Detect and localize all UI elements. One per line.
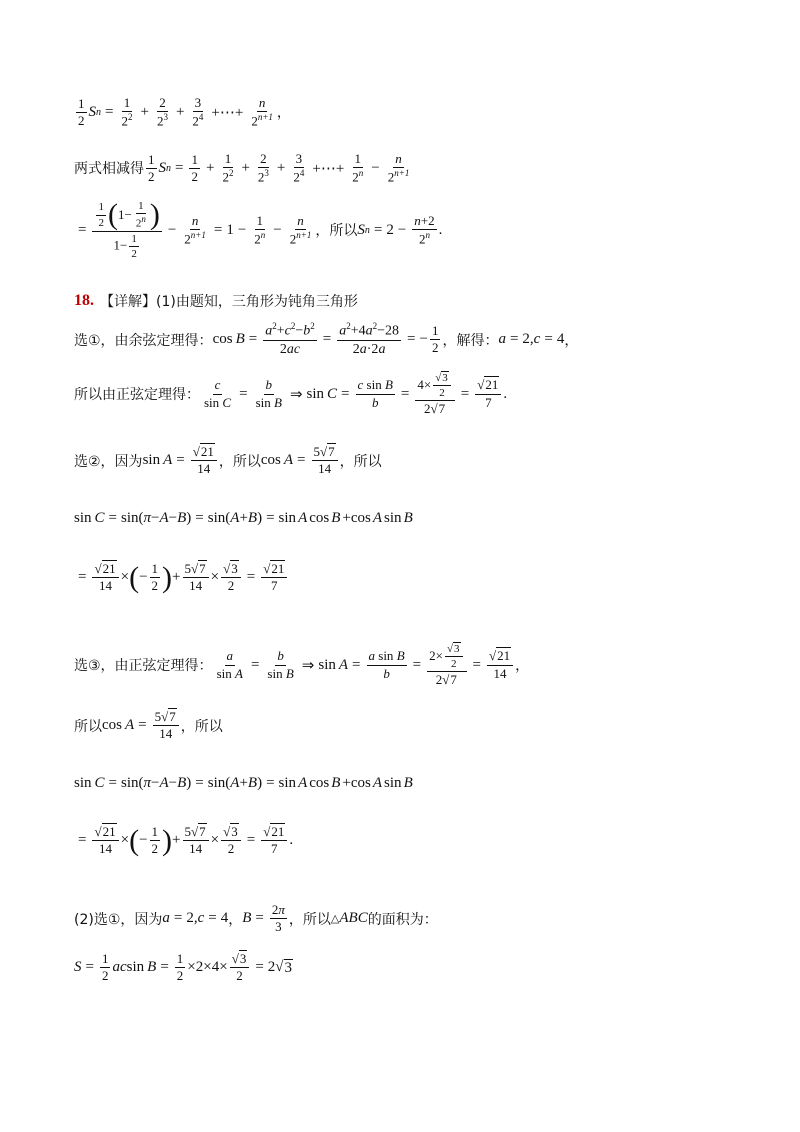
option3-cos: 所以 cos A = $\frac{5√7}{14}$ ，所以 bbox=[74, 709, 223, 742]
equation-half-sn: $\frac{1}{2}$ S n = $\frac{1}{2^2}$ + $\frac{2}{2^3}$ + $\frac{3}{2^4}$ +⋯+ $\frac{n}{2^{n+1}}$ ， bbox=[78, 95, 291, 129]
subtract-label: 两式相减得 bbox=[74, 161, 144, 178]
option1-sine: 所以由正弦定理得： $\frac{c}{\text{sin C}}$ = $\frac{b}{\text{sin B}}$ ⇒ sin C = $\frac{\text{c sin B}}{b}$ = 4× $\frac{√3}{2}$ 2√7 = $\frac{√21}{7}$ . bbox=[74, 372, 508, 417]
option3-sinC: sin C = sin( π − A − B ) = sin( A + B ) = sin A cos B +cos A sin B bbox=[74, 775, 413, 791]
option1-solve: ，解得： bbox=[442, 332, 499, 349]
option1-cosine: 选①，由余弦定理得： cos B = $\frac{a^2+c^2-b^2}{2ac}$ = $\frac{a^2+4a^2-28}{2a\cdot 2a}$ = − $\frac{1}{2}$ ，解得： a = 2, c = 4 ， bbox=[74, 321, 579, 358]
option1-intro: 选①，由余弦定理得： bbox=[74, 332, 213, 349]
option1-sine-intro: 所以由正弦定理得： bbox=[74, 387, 200, 404]
part2-mid: ，所以 bbox=[288, 911, 331, 928]
part2-intro-text: (2)选①，因为 bbox=[74, 911, 163, 928]
part2-end: 的面积为： bbox=[367, 911, 438, 928]
so-label: ，所以 bbox=[315, 223, 358, 240]
option2-sinC: sin C = sin( π − A − B ) = sin( A + B ) = sin A cos B +cos A sin B bbox=[74, 510, 413, 526]
area-formula: S = $\frac{1}{2}$ ac sin B = $\frac{1}{2}$ ×2×4× $\frac{√3}{2}$ = 2√ 3 bbox=[74, 951, 293, 984]
option3-sine: 选③，由正弦定理得： $\frac{a}{\text{sin A}}$ = $\frac{b}{\text{sin B}}$ ⇒ sin A = $\frac{\text{a sin B}}{b}$ = 2× $\frac{√3}{2}$ 2√7 = $\frac{√21}{14}$ ， bbox=[74, 643, 530, 688]
option3-so: 所以 bbox=[74, 718, 102, 735]
equation-geometric-sum: = $\frac{1}{2}$ ( 1− $\frac{1}{2^n}$ ) 1− $\frac{1}{2}$ − $\frac{n}{2^{n+1}}$ = 1 − $\frac{1}{2^n}$ − $\frac{n}{2^{n+1}}$ ，所以 S n = 2 − $\frac{n+2}{2^n}$ . bbox=[78, 198, 443, 261]
part2-intro: (2)选①，因为 a = 2, c = 4 ， B = $\frac{2\pi}{3}$ ，所以 △ ABC 的面积为： bbox=[74, 902, 438, 935]
option2-given: 选②，因为 sin A = $\frac{√21}{14}$ ，所以 cos A = $\frac{5√7}{14}$ ，所以 bbox=[74, 444, 382, 477]
question-number: 18. bbox=[74, 292, 94, 309]
option3-result: = $\frac{√21}{14}$ × ( − $\frac{1}{2}$ ) + $\frac{5√7}{14}$ × $\frac{√3}{2}$ = $\frac{√21}{7}$ . bbox=[78, 823, 294, 857]
option2-result: = $\frac{√21}{14}$ × ( − $\frac{1}{2}$ ) + $\frac{5√7}{14}$ × $\frac{√3}{2}$ = $\frac{√21}{7}$ bbox=[74, 562, 289, 594]
option2-end: ，所以 bbox=[339, 453, 382, 470]
option3-so2: ，所以 bbox=[180, 718, 223, 735]
option2-mid: ，所以 bbox=[218, 453, 261, 470]
equation-subtract: 两式相减得 $\frac{1}{2}$ S n = $\frac{1}{2}$ + $\frac{1}{2^2}$ + $\frac{2}{2^3}$ + $\frac{3}{2^4}$ +⋯+ $\frac{1}{2^n}$ − $\frac{n}{2^{n+1}}$ bbox=[74, 151, 410, 185]
question-18-heading bbox=[74, 291, 358, 311]
option2-intro: 选②，因为 bbox=[74, 453, 143, 470]
option3-intro: 选③，由正弦定理得： bbox=[74, 658, 213, 675]
question-18-text: 【详解】(1)由题知，三角形为钝角三角形 bbox=[100, 294, 358, 310]
